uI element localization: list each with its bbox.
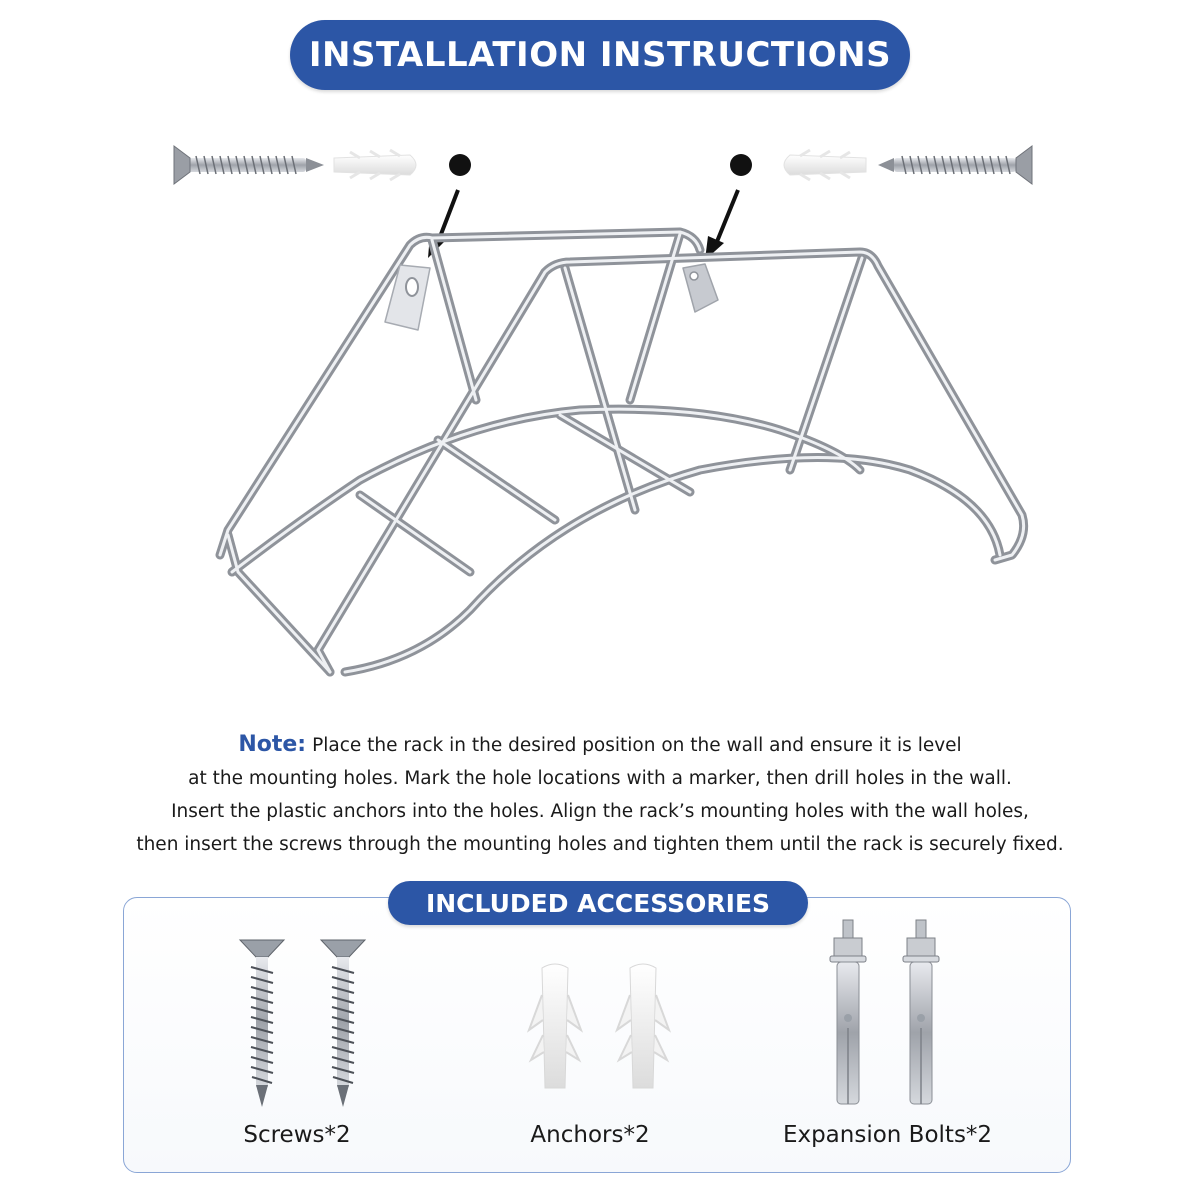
installation-note [0,728,1200,861]
note-line-1: Note: Place the rack in the desired position on the wall and ensure it is level [238,732,962,757]
expansion-bolt-icon [815,918,955,1113]
note-line-2: at the mounting holes. Mark the hole locations with a marker, then drill holes in the wall. [188,768,1012,789]
accessories-title: INCLUDED ACCESSORIES [425,888,771,918]
page-title: INSTALLATION INSTRUCTIONS [308,35,892,75]
hose-rack-frame [220,232,1024,672]
right-screw-icon [878,146,1032,184]
right-marker-arrow-icon [705,154,752,260]
hose-rack-image [0,130,1200,720]
left-anchor-icon [334,150,416,180]
accessory-label-expansion-bolts: Expansion Bolts*2 [782,1122,993,1148]
title-banner [290,20,910,90]
anchor-icon [515,960,685,1100]
note-line-4: then insert the screws through the mounting holes and tighten them until the rack is securely fixed. [136,834,1064,855]
right-anchor-icon [784,150,866,180]
left-screw-icon [174,146,324,184]
mounting-tab-right [683,264,718,312]
accessories-banner [388,881,808,925]
accessory-label-screws: Screws*2 [243,1122,351,1148]
note-line-3: Insert the plastic anchors into the holes. Align the rack’s mounting holes with the wall holes, [171,801,1029,822]
note-label: Note: [238,732,307,757]
rack-illustration [0,130,1200,720]
screw-icon [230,935,370,1110]
accessory-label-anchors: Anchors*2 [530,1122,650,1148]
